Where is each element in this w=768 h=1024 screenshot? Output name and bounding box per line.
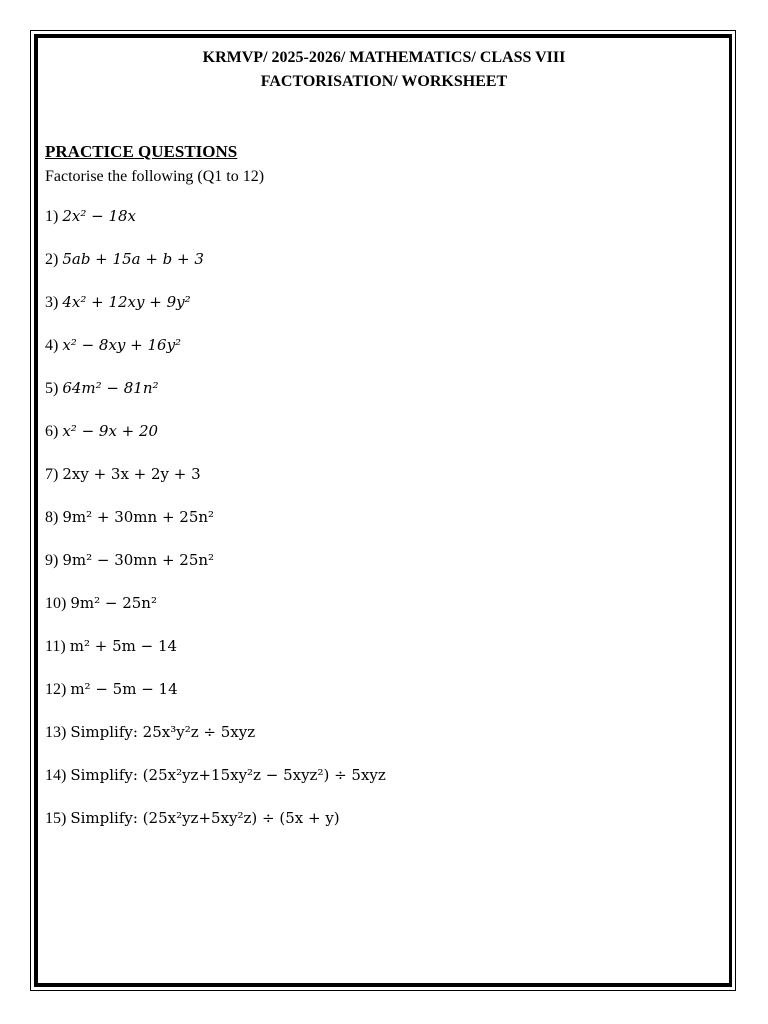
header-line-2: FACTORISATION/ WORKSHEET: [260, 73, 508, 90]
question-item: [45, 463, 386, 506]
question-item: [45, 807, 386, 850]
question-expression: x² − 9x + 20: [62, 422, 159, 440]
question-number: 8): [45, 509, 63, 526]
question-expression: Simplify: 25x³y²z ÷ 5xyz: [70, 723, 256, 741]
question-number: 6): [45, 423, 63, 440]
question-item: [45, 205, 386, 248]
question-number: 7): [45, 466, 63, 483]
question-item: [45, 377, 386, 420]
question-expression: 4x² + 12xy + 9y²: [62, 293, 191, 311]
question-expression: 2xy + 3x + 2y + 3: [62, 465, 201, 483]
question-item: [45, 678, 386, 721]
worksheet-header: [40, 46, 728, 94]
question-expression: x² − 8xy + 16y²: [62, 336, 182, 354]
question-number: 15): [45, 810, 71, 827]
question-expression: 5ab + 15a + b + 3: [62, 250, 204, 268]
question-item: [45, 635, 386, 678]
question-item: [45, 291, 386, 334]
question-expression: 2x² − 18x: [62, 207, 136, 225]
question-number: 14): [45, 767, 71, 784]
question-list: [45, 205, 386, 850]
instruction-text: Factorise the following (Q1 to 12): [45, 168, 265, 185]
question-number: 1): [45, 208, 63, 225]
question-expression: m² + 5m − 14: [69, 637, 178, 655]
question-number: 2): [45, 251, 63, 268]
question-expression: Simplify: (25x²yz+15xy²z − 5xyz²) ÷ 5xyz: [70, 766, 386, 784]
question-number: 4): [45, 337, 63, 354]
question-number: 12): [45, 681, 71, 698]
question-item: [45, 549, 386, 592]
question-expression: 9m² + 30mn + 25n²: [62, 508, 215, 526]
question-item: [45, 592, 386, 635]
question-number: 3): [45, 294, 63, 311]
question-item: [45, 506, 386, 549]
question-number: 10): [45, 595, 71, 612]
question-item: [45, 420, 386, 463]
question-number: 9): [45, 552, 63, 569]
question-expression: Simplify: (25x²yz+5xy²z) ÷ (5x + y): [70, 809, 340, 827]
section-title: PRACTICE QUESTIONS: [45, 142, 238, 161]
header-line-1: KRMVP/ 2025-2026/ MATHEMATICS/ CLASS VIII: [202, 49, 566, 66]
question-expression: 9m² − 25n²: [70, 594, 157, 612]
question-item: [45, 248, 386, 291]
question-expression: m² − 5m − 14: [70, 680, 178, 698]
question-item: [45, 764, 386, 807]
question-item: [45, 721, 386, 764]
question-number: 5): [45, 380, 63, 397]
question-item: [45, 334, 386, 377]
question-number: 11): [45, 638, 70, 655]
question-expression: 9m² − 30mn + 25n²: [62, 551, 215, 569]
question-number: 13): [45, 724, 71, 741]
question-expression: 64m² − 81n²: [62, 379, 159, 397]
